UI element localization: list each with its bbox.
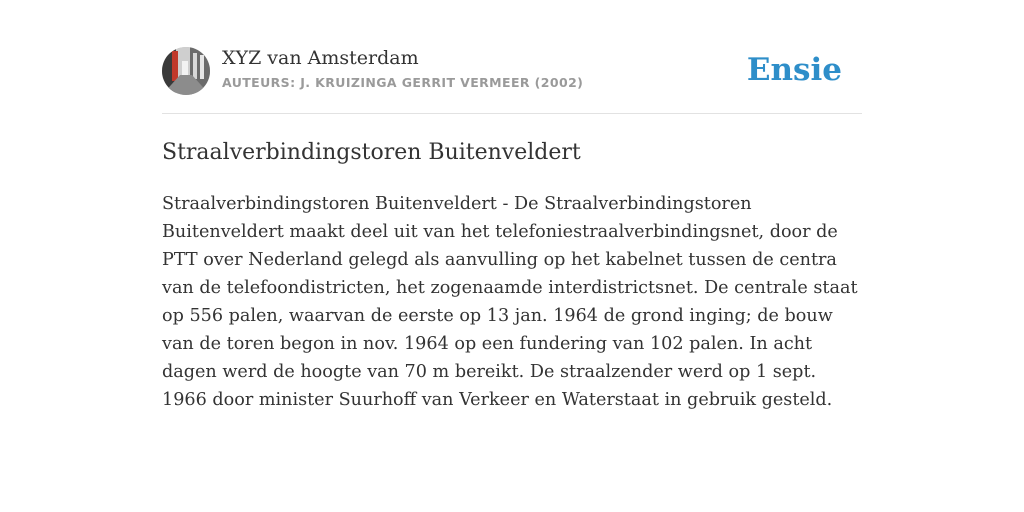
entry-body: Straalverbindingstoren Buitenveldert - De Straalverbindingstoren Buitenveldert maakt deel uit van het telefoniestraalverbindingsnet, door de PTT over Nederland gelegd als aanvulling op het kabelnet tussen de centra van de telefoondistricten, het zogenaamde interdistrictsnet. De centrale staat op 556 palen, waarvan de eerste op 13 jan. 1964 de grond inging; de bouw van de toren begon in nov. 1964 op een fundering van 102 palen. In acht dagen werd de hoogte van 70 m bereikt. De straalzender werd op 1 sept. 1966 door minister Suurhoff van Verkeer en Waterstaat in gebruik gesteld. [162, 194, 858, 410]
book-authors: AUTEURS: J. KRUIZINGA GERRIT VERMEER (2002) [222, 75, 584, 90]
book-cover-avatar[interactable] [162, 47, 210, 95]
book-title[interactable]: XYZ van Amsterdam [222, 47, 419, 69]
entry-title: Straalverbindingstoren Buitenveldert [162, 140, 581, 165]
entry-card [162, 46, 862, 414]
entry-header [162, 46, 862, 114]
ensie-logo[interactable]: Ensie [746, 52, 842, 88]
street-photo-icon [162, 47, 210, 95]
